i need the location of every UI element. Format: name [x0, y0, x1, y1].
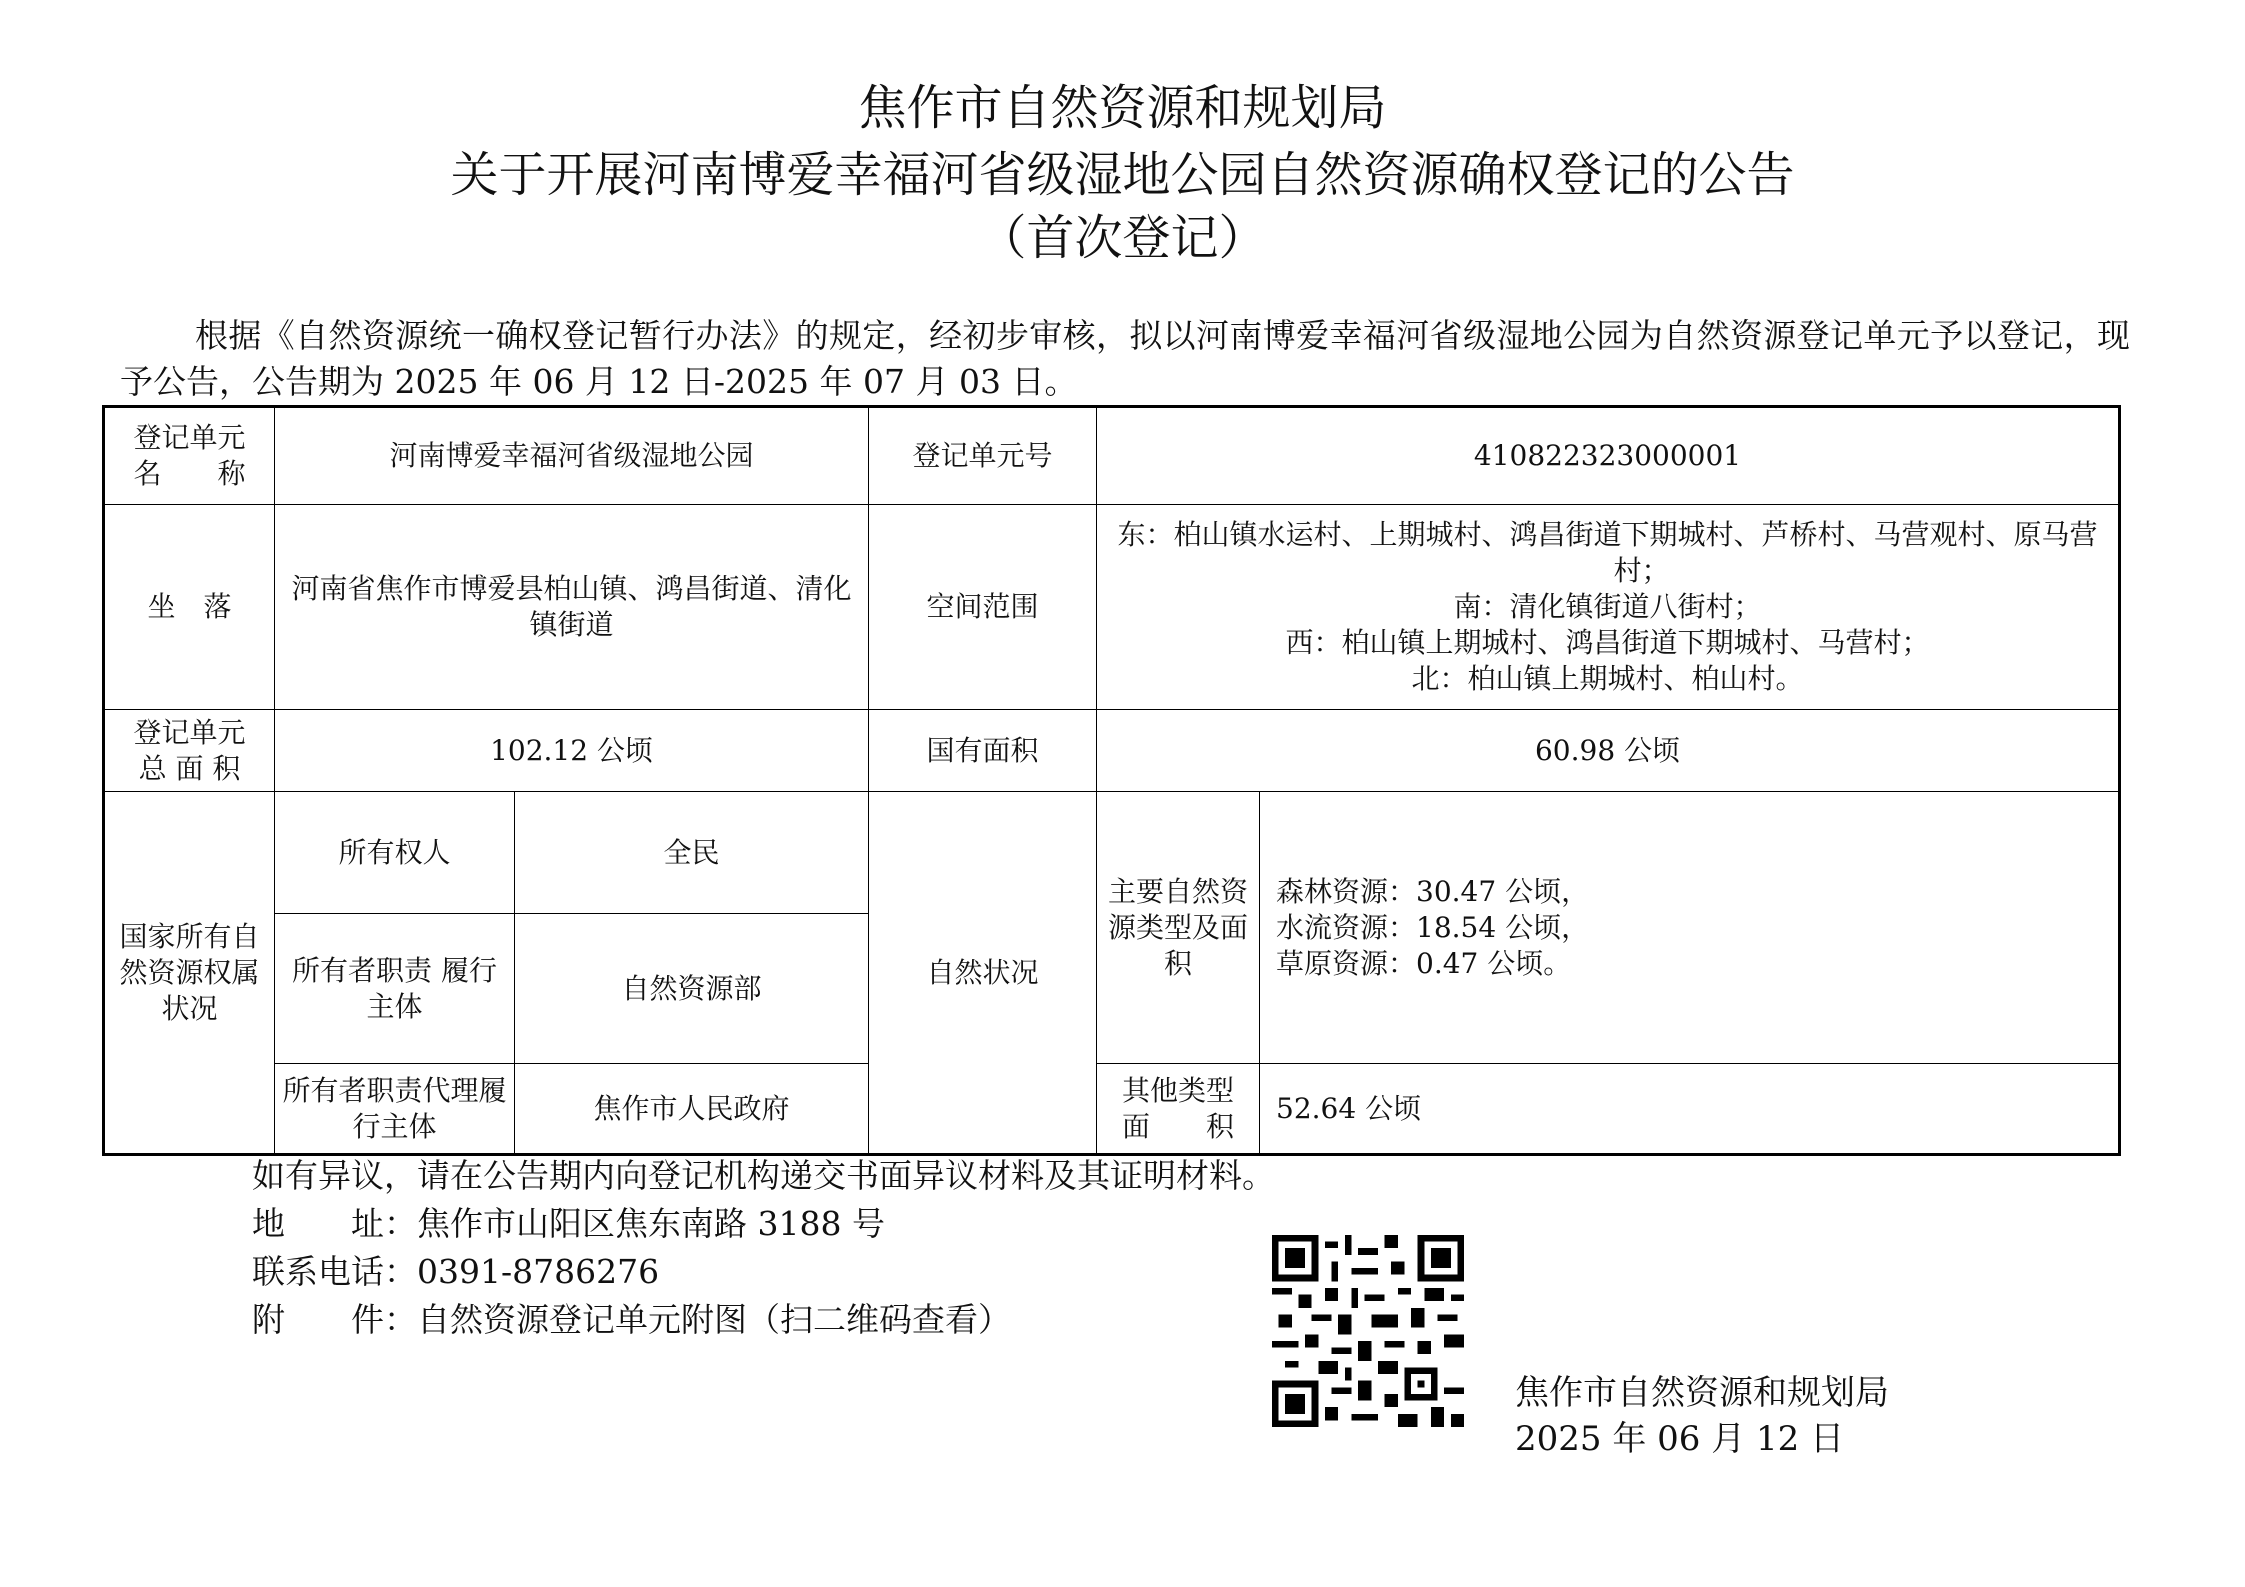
- unit-name-value: 河南博爱幸福河省级湿地公园: [275, 407, 869, 505]
- state-area-label: 国有面积: [869, 710, 1097, 792]
- qr-code-icon[interactable]: [1272, 1235, 1464, 1427]
- scope-label: 空间范围: [869, 505, 1097, 710]
- unit-no-label: 登记单元号: [869, 407, 1097, 505]
- duty-value: 自然资源部: [515, 914, 869, 1064]
- signature-date: 2025 年 06 月 12 日: [1515, 1419, 1845, 1459]
- address-line: 地 址：焦作市山阳区焦东南路 3188 号: [252, 1204, 885, 1243]
- signature-block: [1515, 1370, 1889, 1462]
- main-types-value: 森林资源：30.47 公顷， 水流资源：18.54 公顷， 草原资源：0.47 公顷。: [1260, 792, 2120, 1064]
- owner-value: 全民: [515, 792, 869, 914]
- objection-note: 如有异议，请在公告期内向登记机构递交书面异议材料及其证明材料。: [252, 1156, 1275, 1195]
- unit-no-value: 410822323000001: [1097, 407, 2120, 505]
- location-value: 河南省焦作市博爱县柏山镇、鸿昌街道、清化镇街道: [275, 505, 869, 710]
- doc-title-main: 关于开展河南博爱幸福河省级湿地公园自然资源确权登记的公告: [450, 147, 1795, 203]
- signature-org: 焦作市自然资源和规划局: [1515, 1373, 1889, 1413]
- ownership-label: 国家所有自然资源权属状况: [104, 792, 275, 1155]
- proxy-value: 焦作市人民政府: [515, 1064, 869, 1155]
- doc-title-org: 焦作市自然资源和规划局: [858, 80, 1387, 136]
- scope-value: 东：柏山镇水运村、上期城村、鸿昌街道下期城村、芦桥村、马营观村、原马营村； 南：清化镇街道八街村； 西：柏山镇上期城村、鸿昌街道下期城村、马营村； 北：柏山镇上期城村、柏山村。: [1097, 505, 2120, 710]
- nature-label: 自然状况: [869, 792, 1097, 1155]
- total-area-value: 102.12 公顷: [275, 710, 869, 792]
- state-area-value: 60.98 公顷: [1097, 710, 2120, 792]
- attachment-line: 附 件：自然资源登记单元附图（扫二维码查看）: [252, 1300, 1011, 1339]
- proxy-label: 所有者职责代理履行主体: [275, 1064, 515, 1155]
- other-area-label: 其他类型 面 积: [1097, 1064, 1260, 1155]
- intro-paragraph: 根据《自然资源统一确权登记暂行办法》的规定，经初步审核，拟以河南博爱幸福河省级湿地公园为自然资源登记单元予以登记，现予公告，公告期为 2025 年 06 月 12 日-2025 年 07 月 03 日。: [120, 316, 2130, 401]
- total-area-label: 登记单元 总 面 积: [104, 710, 275, 792]
- unit-name-label: 登记单元 名 称: [104, 407, 275, 505]
- location-label: 坐 落: [104, 505, 275, 710]
- phone-line: 联系电话：0391-8786276: [252, 1252, 660, 1291]
- registration-table: [102, 405, 2121, 1156]
- main-types-label: 主要自然资源类型及面积: [1097, 792, 1260, 1064]
- other-area-value: 52.64 公顷: [1260, 1064, 2120, 1155]
- footer-notes: [252, 1152, 1275, 1344]
- owner-label: 所有权人: [275, 792, 515, 914]
- doc-title-sub: （首次登记）: [978, 210, 1267, 266]
- duty-label: 所有者职责 履行主体: [275, 914, 515, 1064]
